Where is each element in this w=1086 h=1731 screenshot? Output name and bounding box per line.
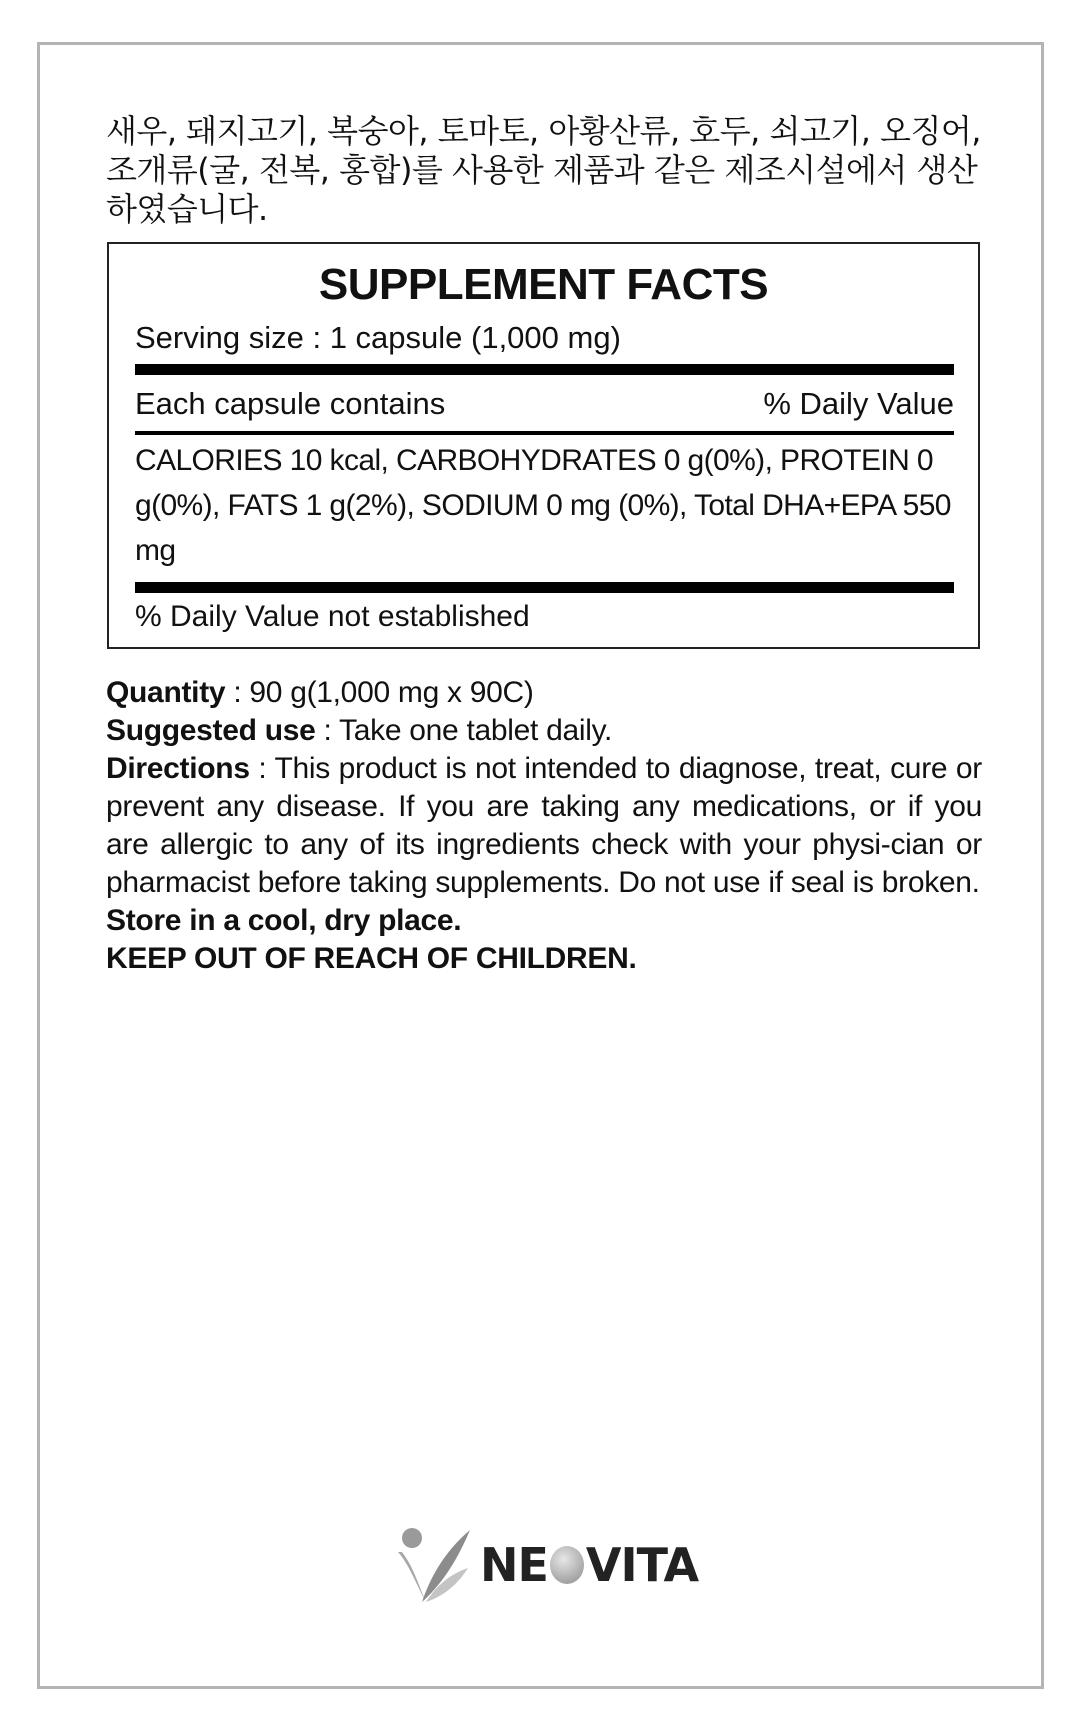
directions-value: : This product is not intended to diagnose, treat, cure or prevent any disease. If you are taking any medications, or if you are allergic to any of its ingredients check with your physi-cian or pharmacist before taking supplements. Do not use if seal is broken. — [106, 752, 982, 899]
quantity-value: : 90 g(1,000 mg x 90C) — [225, 676, 534, 709]
contains-header-row — [135, 386, 954, 422]
nutrient-list: CALORIES 10 kcal, CARBOHYDRATES 0 g(0%), PROTEIN 0 g(0%), FATS 1 g(2%), SODIUM 0 mg (0%), Total DHA+EPA 550 mg — [135, 444, 951, 567]
brand-wordmark-end: VITA — [585, 1538, 699, 1592]
divider-thick-top — [135, 364, 954, 375]
serving-size: Serving size : 1 capsule (1,000 mg) — [135, 320, 621, 355]
quantity-label: Quantity — [106, 676, 226, 709]
quantity-line — [106, 674, 982, 712]
suggested-use-line — [106, 712, 982, 750]
each-capsule-contains: Each capsule contains — [135, 386, 446, 421]
children-warning: KEEP OUT OF REACH OF CHILDREN. — [106, 942, 637, 975]
divider-thick-bottom — [135, 582, 954, 593]
daily-value-header: % Daily Value — [763, 386, 954, 421]
supplement-facts-panel — [107, 242, 980, 649]
divider-thin — [135, 431, 954, 435]
suggested-use-value: : Take one tablet daily. — [315, 714, 613, 747]
brand-o-glyph — [550, 1546, 584, 1584]
storage-note: Store in a cool, dry place. — [106, 904, 462, 937]
supplement-facts-title: SUPPLEMENT FACTS — [318, 260, 769, 309]
daily-value-note: % Daily Value not established — [135, 600, 530, 633]
suggested-use-label: Suggested use — [106, 714, 316, 747]
product-info — [106, 674, 982, 978]
brand-logo — [392, 1520, 698, 1610]
directions-paragraph — [106, 750, 982, 902]
brand-wordmark — [480, 1538, 698, 1592]
leaf-figure-icon — [392, 1522, 474, 1608]
directions-label: Directions — [106, 752, 250, 785]
brand-wordmark-start: NE — [480, 1538, 548, 1592]
allergen-notice: 새우, 돼지고기, 복숭아, 토마토, 아황산류, 호두, 쇠고기, 오징어, 조개류(굴, 전복, 홍합)를 사용한 제품과 같은 제조시설에서 생산하였습니다. — [106, 112, 981, 228]
